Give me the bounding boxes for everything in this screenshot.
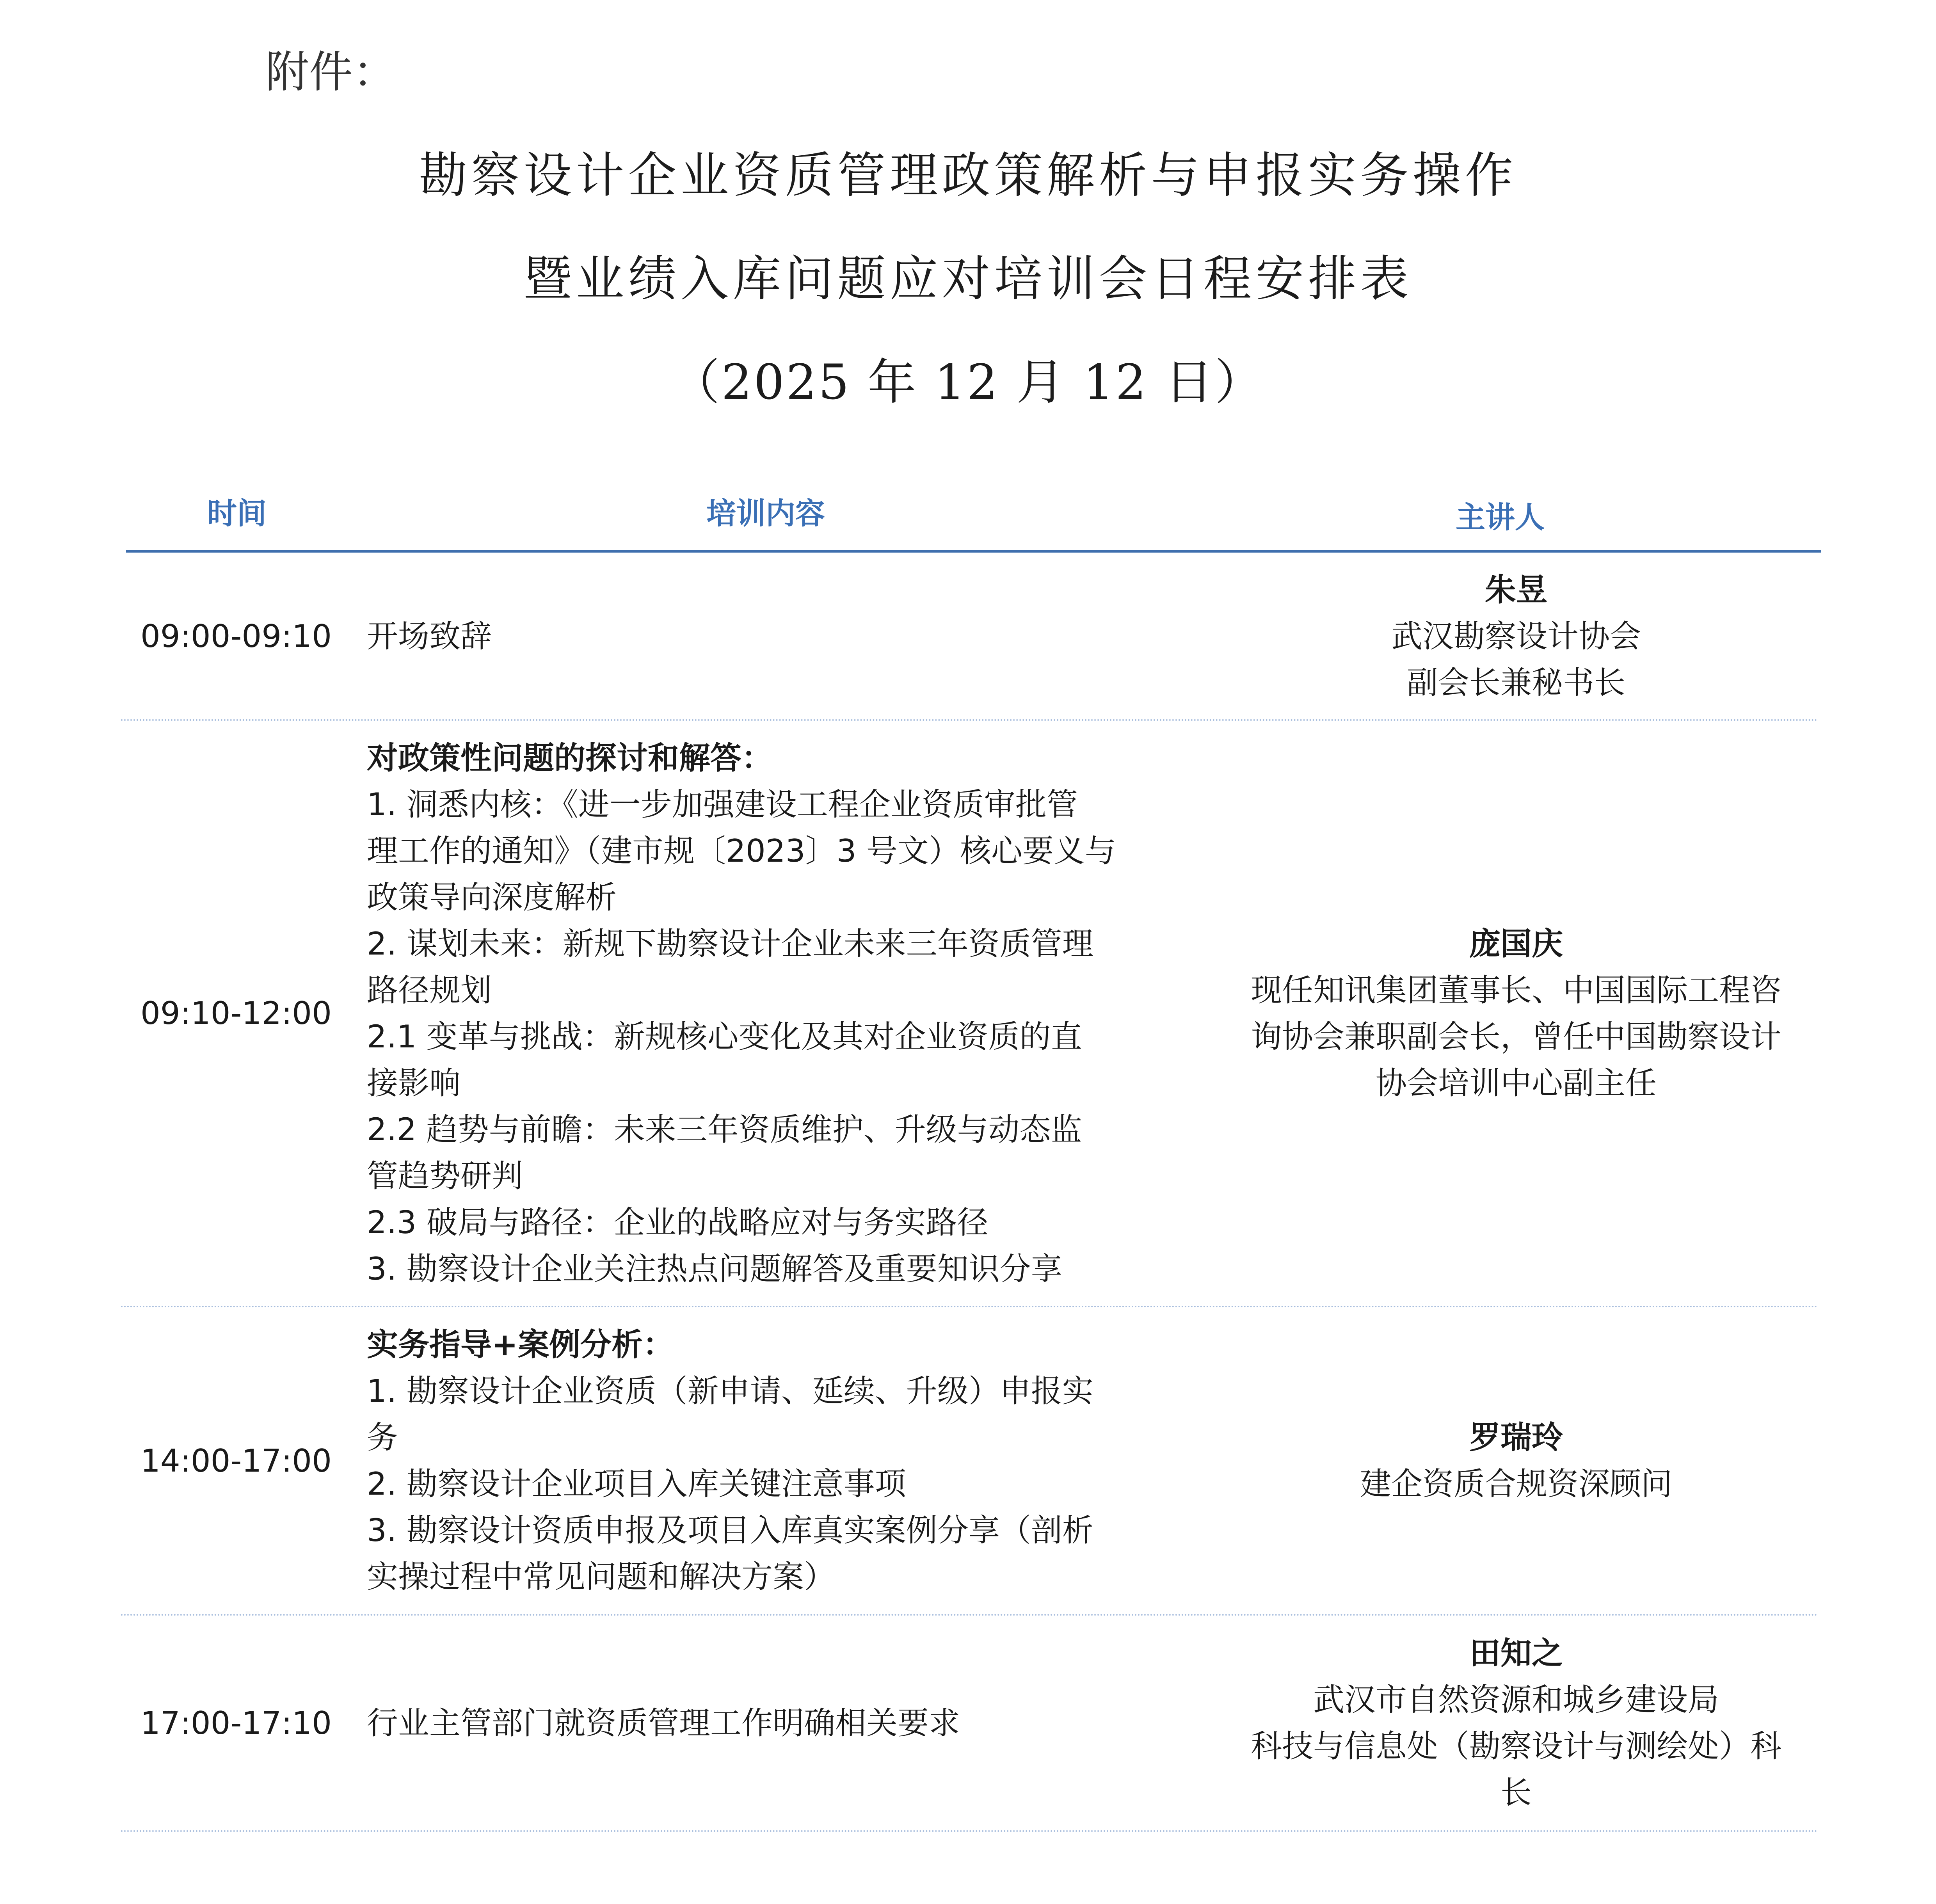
content-heading: 对政策性问题的探讨和解答： bbox=[367, 740, 773, 776]
speaker-cell bbox=[1186, 921, 1822, 1106]
speaker-cell bbox=[1186, 567, 1822, 706]
content-line: 1. 勘察设计企业资质（新申请、延续、升级）申报实 bbox=[367, 1373, 1093, 1409]
content-line: 管趋势研判 bbox=[367, 1157, 523, 1194]
speaker-name: 罗瑞玲 bbox=[1469, 1419, 1563, 1456]
content-line: 理工作的通知》（建市规〔2023〕3 号文）核心要义与 bbox=[367, 832, 1116, 869]
content-line: 2.3 破局与路径：企业的战略应对与务实路径 bbox=[367, 1204, 988, 1241]
content-line: 2. 勘察设计企业项目入库关键注意事项 bbox=[367, 1466, 906, 1502]
table-row bbox=[125, 1307, 1822, 1615]
speaker-cell bbox=[1186, 1414, 1822, 1507]
content-line: 3. 勘察设计资质申报及项目入库真实案例分享（剖析 bbox=[367, 1512, 1093, 1548]
table-row bbox=[125, 720, 1822, 1307]
document-title-line2: 暨业绩入库问题应对培训会日程安排表 bbox=[523, 251, 1413, 307]
content-line: 3. 勘察设计企业关注热点问题解答及重要知识分享 bbox=[367, 1250, 1062, 1287]
speaker-title-line: 武汉勘察设计协会 bbox=[1391, 618, 1641, 654]
content-cell bbox=[367, 735, 1186, 1292]
attachment-label: 附件： bbox=[265, 47, 396, 98]
speaker-title-line: 询协会兼职副会长，曾任中国勘察设计 bbox=[1251, 1018, 1781, 1055]
content-line: 2. 谋划未来：新规下勘察设计企业未来三年资质管理 bbox=[367, 925, 1093, 962]
time-cell: 09:00-09:10 bbox=[140, 618, 332, 654]
content-line: 政策导向深度解析 bbox=[367, 879, 617, 916]
content-line: 接影响 bbox=[367, 1065, 460, 1101]
speaker-name: 田知之 bbox=[1469, 1635, 1563, 1671]
content-line: 1. 洞悉内核：《进一步加强建设工程企业资质审批管 bbox=[367, 786, 1078, 823]
table-row bbox=[125, 1615, 1822, 1831]
content-line: 2.2 趋势与前瞻：未来三年资质维护、升级与动态监 bbox=[367, 1111, 1082, 1148]
speaker-cell bbox=[1186, 1630, 1822, 1816]
time-cell: 17:00-17:10 bbox=[140, 1705, 332, 1741]
content-line: 2.1 变革与挑战：新规核心变化及其对企业资质的直 bbox=[367, 1018, 1082, 1055]
content-cell bbox=[367, 613, 1186, 660]
content-line: 路径规划 bbox=[367, 972, 492, 1008]
speaker-title-line: 建企资质合规资深顾问 bbox=[1360, 1466, 1672, 1502]
content-cell bbox=[367, 1700, 1186, 1746]
content-heading: 实务指导+案例分析： bbox=[367, 1326, 674, 1363]
speaker-title-line: 协会培训中心副主任 bbox=[1376, 1065, 1657, 1101]
speaker-title-line: 武汉市自然资源和城乡建设局 bbox=[1313, 1682, 1719, 1718]
time-cell: 14:00-17:00 bbox=[140, 1442, 332, 1479]
speaker-name: 庞国庆 bbox=[1469, 925, 1563, 962]
table-row bbox=[125, 553, 1822, 720]
row-separator bbox=[121, 1830, 1819, 1832]
header-time: 时间 bbox=[207, 496, 267, 531]
speaker-title-line: 长 bbox=[1500, 1774, 1532, 1811]
speaker-name: 朱昱 bbox=[1485, 572, 1547, 608]
content-line: 行业主管部门就资质管理工作明确相关要求 bbox=[367, 1705, 960, 1741]
header-speaker: 主讲人 bbox=[1456, 500, 1545, 535]
document-title-line1: 勘察设计企业资质管理政策解析与申报实务操作 bbox=[419, 148, 1517, 204]
content-line: 实操过程中常见问题和解决方案） bbox=[367, 1559, 835, 1595]
speaker-title-line: 副会长兼秘书长 bbox=[1407, 665, 1625, 701]
document-date: （2025 年 12 月 12 日） bbox=[671, 354, 1265, 411]
content-line: 开场致辞 bbox=[367, 618, 492, 654]
content-cell bbox=[367, 1321, 1186, 1600]
speaker-title-line: 科技与信息处（勘察设计与测绘处）科 bbox=[1251, 1728, 1781, 1764]
content-line: 务 bbox=[367, 1419, 398, 1456]
time-cell: 09:10-12:00 bbox=[140, 995, 332, 1031]
header-content: 培训内容 bbox=[706, 496, 825, 531]
speaker-title-line: 现任知讯集团董事长、中国国际工程咨 bbox=[1251, 972, 1781, 1008]
